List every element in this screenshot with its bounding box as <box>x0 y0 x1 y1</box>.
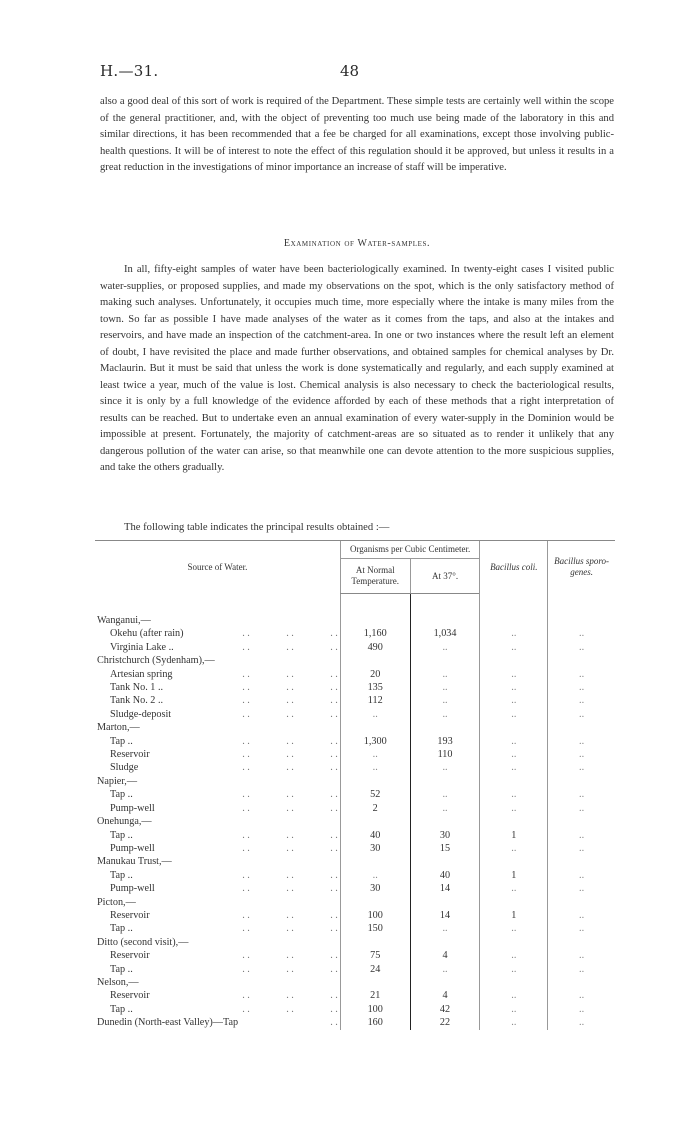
value-cell-at37 <box>410 936 480 949</box>
value-cell-normal <box>340 936 410 949</box>
value-cell-coli: 1 <box>480 829 548 842</box>
value-cell-sporogenes: .. <box>548 922 615 935</box>
source-label: Tap .. <box>110 735 133 747</box>
value-cell-at37: .. <box>410 641 480 654</box>
value-cell-coli: .. <box>480 708 548 721</box>
value-cell-coli <box>480 654 548 667</box>
value-cell-coli <box>480 815 548 828</box>
value-cell-normal: 135 <box>340 681 410 694</box>
dot-leaders: . . . . . . <box>242 829 338 841</box>
value-cell-sporogenes <box>548 936 615 949</box>
header-at-37: At 37°. <box>410 559 480 594</box>
value-cell-at37: .. <box>410 681 480 694</box>
dot-leaders: . . . . . . <box>242 1003 338 1015</box>
value-cell-sporogenes <box>548 654 615 667</box>
source-cell <box>95 855 340 868</box>
table-row <box>95 788 615 801</box>
value-cell-coli: 1 <box>480 909 548 922</box>
value-cell-sporogenes <box>548 775 615 788</box>
source-cell <box>95 694 340 707</box>
value-cell-at37: 15 <box>410 842 480 855</box>
value-cell-sporogenes: .. <box>548 668 615 681</box>
value-cell-coli: .. <box>480 735 548 748</box>
value-cell-coli: .. <box>480 802 548 815</box>
source-cell <box>95 788 340 801</box>
table-row <box>95 882 615 895</box>
value-cell-normal: 1,300 <box>340 735 410 748</box>
table-row <box>95 1003 615 1016</box>
value-cell-normal: 75 <box>340 949 410 962</box>
table-group-row <box>95 614 615 627</box>
value-cell-normal: 100 <box>340 909 410 922</box>
value-cell-normal <box>340 815 410 828</box>
value-cell-normal <box>340 775 410 788</box>
value-cell-sporogenes: .. <box>548 963 615 976</box>
value-cell-sporogenes <box>548 976 615 989</box>
value-cell-at37 <box>410 775 480 788</box>
dot-leaders: . . . . . . <box>242 749 338 761</box>
value-cell-coli <box>480 614 548 627</box>
value-cell-coli <box>480 775 548 788</box>
value-cell-normal <box>340 654 410 667</box>
value-cell-normal: 40 <box>340 829 410 842</box>
value-cell-normal: 20 <box>340 668 410 681</box>
table-group-row <box>95 855 615 868</box>
value-cell-at37 <box>410 614 480 627</box>
source-label: Tank No. 2 .. <box>110 695 164 707</box>
intro-paragraph <box>100 94 614 177</box>
value-cell-sporogenes: .. <box>548 909 615 922</box>
value-cell-normal: .. <box>340 761 410 774</box>
value-cell-coli: .. <box>480 761 548 774</box>
source-cell <box>95 1016 340 1029</box>
source-cell <box>95 1003 340 1016</box>
source-label: Napier,— <box>97 775 138 787</box>
table-group-row <box>95 775 615 788</box>
value-cell-normal: .. <box>340 708 410 721</box>
source-cell <box>95 735 340 748</box>
value-cell-at37 <box>410 654 480 667</box>
value-cell-at37: .. <box>410 694 480 707</box>
source-label: Tank No. 1 .. <box>110 682 164 694</box>
value-cell-normal: 24 <box>340 963 410 976</box>
source-cell <box>95 614 340 627</box>
source-cell <box>95 748 340 761</box>
value-cell-normal: 21 <box>340 989 410 1002</box>
value-cell-coli <box>480 721 548 734</box>
table-row <box>95 681 615 694</box>
table-row <box>95 761 615 774</box>
table-group-row <box>95 815 615 828</box>
source-cell <box>95 882 340 895</box>
value-cell-at37 <box>410 815 480 828</box>
spacer-cell <box>95 594 340 615</box>
value-cell-coli: .. <box>480 788 548 801</box>
source-cell <box>95 936 340 949</box>
dot-leaders: . . . . . . <box>242 762 338 774</box>
value-cell-at37 <box>410 721 480 734</box>
source-label: Sludge-deposit <box>110 708 172 720</box>
dot-leaders: . . . . . . <box>242 963 338 975</box>
source-cell <box>95 627 340 640</box>
value-cell-coli: .. <box>480 922 548 935</box>
table-group-row <box>95 654 615 667</box>
source-label: Tap .. <box>110 963 133 975</box>
value-cell-normal <box>340 855 410 868</box>
value-cell-sporogenes: .. <box>548 681 615 694</box>
value-cell-at37: .. <box>410 761 480 774</box>
value-cell-normal: 30 <box>340 842 410 855</box>
source-label: Pump-well <box>110 842 155 854</box>
dot-leaders: . . . . . . <box>242 990 338 1002</box>
value-cell-coli <box>480 976 548 989</box>
source-label: Tap .. <box>110 869 133 881</box>
header-source: Source of Water. <box>95 541 340 594</box>
value-cell-sporogenes: .. <box>548 788 615 801</box>
source-cell <box>95 963 340 976</box>
value-cell-coli: .. <box>480 694 548 707</box>
dot-leaders: . . . . . . <box>242 695 338 707</box>
dot-leaders: . . . . . . <box>242 735 338 747</box>
dot-leaders: . . . . . . <box>242 842 338 854</box>
value-cell-at37 <box>410 896 480 909</box>
source-cell <box>95 815 340 828</box>
value-cell-sporogenes: .. <box>548 1016 615 1029</box>
value-cell-coli: .. <box>480 963 548 976</box>
table-row <box>95 748 615 761</box>
value-cell-sporogenes <box>548 815 615 828</box>
value-cell-coli <box>480 896 548 909</box>
source-label: Tap .. <box>110 923 133 935</box>
table-group-row <box>95 721 615 734</box>
value-cell-sporogenes: .. <box>548 708 615 721</box>
source-label: Tap .. <box>110 789 133 801</box>
value-cell-normal: 150 <box>340 922 410 935</box>
source-cell <box>95 896 340 909</box>
value-cell-sporogenes <box>548 896 615 909</box>
section-paragraph <box>100 262 614 477</box>
value-cell-sporogenes: .. <box>548 1003 615 1016</box>
intro-paragraph-text: also a good deal of this sort of work is required of the Department. These simple tests are certainly well within the scope of the general practitioner, and, with the object of preventing too much use being made of the laboratory in this and similar directions, it has been recommended that a fee be charged for all examinations, except those involving public-health questions. It will be of interest to note the effect of this regulation should it be approved, but unless it results in a great reduction in the investigations of minor importance an increase of staff will be imperative. <box>100 96 614 173</box>
value-cell-sporogenes: .. <box>548 761 615 774</box>
table-row <box>95 922 615 935</box>
source-label: Tap .. <box>110 1003 133 1015</box>
value-cell-normal: .. <box>340 748 410 761</box>
value-cell-coli <box>480 936 548 949</box>
dot-leaders: . . . . . . <box>242 789 338 801</box>
value-cell-at37: 193 <box>410 735 480 748</box>
table-row <box>95 949 615 962</box>
value-cell-coli: .. <box>480 627 548 640</box>
header-bacillus-sporogenes: Bacillus sporo-genes. <box>548 541 615 594</box>
table-row <box>95 829 615 842</box>
value-cell-sporogenes: .. <box>548 694 615 707</box>
table-body <box>95 594 615 1030</box>
value-cell-at37 <box>410 855 480 868</box>
source-label: Ditto (second visit),— <box>97 936 189 948</box>
header-organisms: Organisms per Cubic Centimeter. <box>340 541 480 559</box>
table-row <box>95 641 615 654</box>
value-cell-sporogenes <box>548 855 615 868</box>
source-cell <box>95 829 340 842</box>
source-label: Sludge <box>110 762 139 774</box>
value-cell-at37: 14 <box>410 909 480 922</box>
dot-leaders: . . . . . . <box>242 883 338 895</box>
value-cell-normal: 1,160 <box>340 627 410 640</box>
value-cell-sporogenes: .. <box>548 735 615 748</box>
source-label: Reservoir <box>110 909 150 921</box>
value-cell-at37: 40 <box>410 869 480 882</box>
results-table <box>95 540 615 1030</box>
value-cell-at37: 4 <box>410 989 480 1002</box>
table-row <box>95 694 615 707</box>
value-cell-sporogenes: .. <box>548 641 615 654</box>
section-title: Examination of Water-samples. <box>283 238 431 249</box>
value-cell-normal <box>340 976 410 989</box>
source-cell <box>95 775 340 788</box>
value-cell-sporogenes: .. <box>548 829 615 842</box>
dot-leaders: . . . . . . <box>242 869 338 881</box>
dot-leaders: . . . . . . <box>242 923 338 935</box>
source-label: Wanganui,— <box>97 615 151 626</box>
source-cell <box>95 708 340 721</box>
table-row <box>95 627 615 640</box>
dot-leaders: . . . . . . <box>242 802 338 814</box>
source-label: Artesian spring <box>110 668 173 680</box>
value-cell-at37: 22 <box>410 1016 480 1029</box>
spacer-cell <box>410 594 480 615</box>
value-cell-sporogenes: .. <box>548 882 615 895</box>
value-cell-at37: .. <box>410 802 480 815</box>
value-cell-normal: 52 <box>340 788 410 801</box>
value-cell-coli: .. <box>480 1003 548 1016</box>
value-cell-normal: 160 <box>340 1016 410 1029</box>
source-cell <box>95 949 340 962</box>
value-cell-coli: .. <box>480 949 548 962</box>
table-intro: The following table indicates the principal results obtained :— <box>124 522 390 533</box>
value-cell-sporogenes: .. <box>548 748 615 761</box>
source-label: Dunedin (North-east Valley)—Tap <box>97 1017 239 1029</box>
value-cell-sporogenes: .. <box>548 869 615 882</box>
source-label: Pump-well <box>110 883 155 895</box>
source-label: Manukau Trust,— <box>97 856 172 868</box>
value-cell-normal: 2 <box>340 802 410 815</box>
value-cell-normal: 112 <box>340 694 410 707</box>
spacer-cell <box>340 594 410 615</box>
source-label: Onehunga,— <box>97 816 152 828</box>
value-cell-at37: .. <box>410 922 480 935</box>
table-row <box>95 735 615 748</box>
value-cell-at37: 30 <box>410 829 480 842</box>
source-cell <box>95 842 340 855</box>
table-row <box>95 909 615 922</box>
table-row <box>95 842 615 855</box>
value-cell-at37: 42 <box>410 1003 480 1016</box>
dot-leaders: . . . . . . <box>242 682 338 694</box>
table-group-row <box>95 936 615 949</box>
table-row <box>95 869 615 882</box>
value-cell-coli: .. <box>480 748 548 761</box>
page-number: 48 <box>340 62 360 80</box>
value-cell-sporogenes: .. <box>548 627 615 640</box>
dot-leaders: . . . . . . <box>242 628 338 640</box>
value-cell-coli: .. <box>480 882 548 895</box>
table-row <box>95 963 615 976</box>
value-cell-normal <box>340 614 410 627</box>
value-cell-at37: .. <box>410 788 480 801</box>
value-cell-sporogenes: .. <box>548 989 615 1002</box>
source-label: Reservoir <box>110 749 150 761</box>
source-cell <box>95 654 340 667</box>
table-group-row <box>95 976 615 989</box>
spacer-cell <box>548 594 615 615</box>
source-cell <box>95 909 340 922</box>
value-cell-coli: .. <box>480 641 548 654</box>
value-cell-coli: 1 <box>480 869 548 882</box>
source-label: Picton,— <box>97 896 136 908</box>
value-cell-coli: .. <box>480 989 548 1002</box>
table-row <box>95 989 615 1002</box>
source-label: Reservoir <box>110 950 150 962</box>
value-cell-at37: 1,034 <box>410 627 480 640</box>
value-cell-sporogenes <box>548 721 615 734</box>
document-code: H.—31. <box>100 62 159 80</box>
table-group-row <box>95 896 615 909</box>
value-cell-coli: .. <box>480 681 548 694</box>
source-label: Reservoir <box>110 990 150 1002</box>
source-cell <box>95 668 340 681</box>
value-cell-normal: 30 <box>340 882 410 895</box>
source-label: Marton,— <box>97 722 140 734</box>
value-cell-sporogenes: .. <box>548 949 615 962</box>
value-cell-normal: 490 <box>340 641 410 654</box>
value-cell-normal: .. <box>340 869 410 882</box>
spacer-cell <box>480 594 548 615</box>
table-spacer-row <box>95 594 615 615</box>
table-row <box>95 1016 615 1029</box>
source-label: Okehu (after rain) <box>110 628 184 640</box>
source-cell <box>95 922 340 935</box>
value-cell-at37: .. <box>410 963 480 976</box>
value-cell-at37: 4 <box>410 949 480 962</box>
table-row <box>95 802 615 815</box>
value-cell-at37: .. <box>410 708 480 721</box>
value-cell-sporogenes: .. <box>548 842 615 855</box>
dot-leaders: . . . . . . <box>242 950 338 962</box>
value-cell-normal <box>340 896 410 909</box>
source-cell <box>95 761 340 774</box>
dot-leaders: . . . . . . <box>242 641 338 653</box>
section-paragraph-text: In all, fifty-eight samples of water have been bacteriologically examined. In twenty-eight cases I visited public water-supplies, or proposed supplies, and made my observations on the spot, which is the only satisfactory method of making such analyses. Unfortunately, it occupies much time, more especially where the intake is many miles from the town. So far as possible I have made analyses of the water as it comes from the taps, and also at the intakes and reservoirs, and have made an inspection of the catchment-area. In one or two instances where the result left an element of doubt, I have revisited the place and made further observations, and obtained samples for chemical analyses by Dr. Maclaurin. But it must be said that unless the work is done systematically and regularly, and each supply examined at least twice a year, much of the value is lost. Chemical analysis is also necessary to check the bacteriological results, since it is only by a full knowledge of the evidence afforded by each of these methods that a right interpretation of results can be reached. But to undertake even an annual examination of every water-supply in the Dominion would be impossible at present. Fortunately, the majority of catchment-areas are so situated as to render it unlikely that any dangerous pollution of the water can arise, so that meanwhile one can devote attention to the more suspicious supplies, and take the others gradually. <box>100 264 614 473</box>
source-cell <box>95 802 340 815</box>
value-cell-coli: .. <box>480 842 548 855</box>
source-cell <box>95 681 340 694</box>
source-cell <box>95 641 340 654</box>
value-cell-coli: .. <box>480 668 548 681</box>
dot-leaders: . . <box>330 1017 338 1029</box>
value-cell-at37: 110 <box>410 748 480 761</box>
value-cell-sporogenes: .. <box>548 802 615 815</box>
source-label: Tap .. <box>110 829 133 841</box>
header-bacillus-coli: Bacillus coli. <box>480 541 548 594</box>
dot-leaders: . . . . . . <box>242 909 338 921</box>
source-cell <box>95 976 340 989</box>
value-cell-at37: 14 <box>410 882 480 895</box>
source-label: Virginia Lake .. <box>110 641 174 653</box>
value-cell-normal <box>340 721 410 734</box>
source-cell <box>95 721 340 734</box>
source-cell <box>95 989 340 1002</box>
value-cell-coli <box>480 855 548 868</box>
table-row <box>95 668 615 681</box>
source-label: Pump-well <box>110 802 155 814</box>
source-cell <box>95 869 340 882</box>
value-cell-normal: 100 <box>340 1003 410 1016</box>
dot-leaders: . . . . . . <box>242 708 338 720</box>
value-cell-sporogenes <box>548 614 615 627</box>
dot-leaders: . . . . . . <box>242 668 338 680</box>
value-cell-at37: .. <box>410 668 480 681</box>
source-label: Christchurch (Sydenham),— <box>97 655 215 667</box>
source-label: Nelson,— <box>97 976 139 988</box>
table-row <box>95 708 615 721</box>
value-cell-coli: .. <box>480 1016 548 1029</box>
value-cell-at37 <box>410 976 480 989</box>
header-normal-temperature: At Normal Temperature. <box>340 559 410 594</box>
